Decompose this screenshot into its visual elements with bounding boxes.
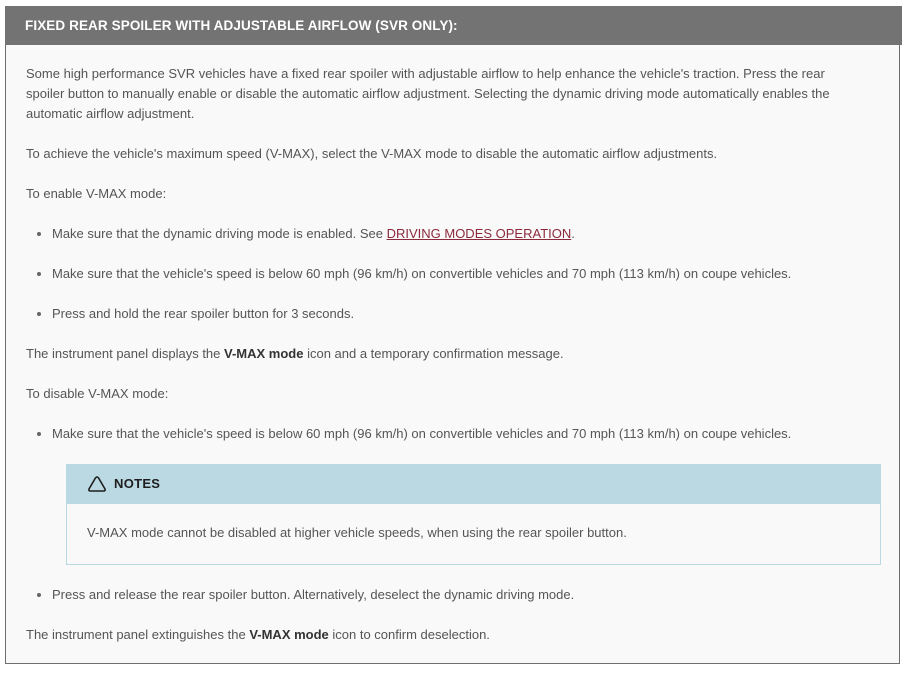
bullet-icon (37, 232, 41, 236)
enable-heading: To enable V-MAX mode: (26, 186, 167, 201)
vmax-intro-paragraph: To achieve the vehicle's maximum speed (V-MAX), select the V-MAX mode to disable the automatic airflow adjustments. (26, 146, 718, 161)
section-title: FIXED REAR SPOILER WITH ADJUSTABLE AIRFLOW (SVR ONLY): (5, 6, 902, 45)
step-text: Make sure that the vehicle's speed is below 60 mph (96 km/h) on convertible vehicles and 70 mph (113 km/h) on coupe vehicles. (52, 266, 792, 281)
notes-title: NOTES (114, 476, 161, 491)
step-text-end: . (571, 226, 575, 241)
result-text-end: icon to confirm deselection. (328, 627, 490, 642)
vmax-mode-label: V-MAX mode (249, 627, 329, 642)
result-text: The instrument panel displays the (26, 346, 224, 361)
bullet-icon (37, 312, 41, 316)
enable-step-1 (52, 224, 872, 244)
disable-result (26, 625, 866, 645)
result-text-end: icon and a temporary confirmation message. (303, 346, 564, 361)
bullet-icon (37, 272, 41, 276)
intro-paragraph: Some high performance SVR vehicles have a fixed rear spoiler with adjustable airflow to help enhance the vehicle's traction. Press the rear spoiler button to manually enable or disable the automatic airflow adjustment. Selecting the dynamic driving mode automatically enables the automatic airflow adjustment. (26, 66, 830, 121)
step-text: Make sure that the dynamic driving mode is enabled. See (52, 226, 387, 241)
disable-heading: To disable V-MAX mode: (26, 386, 169, 401)
warning-triangle-icon (87, 475, 107, 493)
bullet-icon (37, 593, 41, 597)
step-text: Press and hold the rear spoiler button for 3 seconds. (52, 306, 355, 321)
bullet-icon (37, 432, 41, 436)
notes-text: V-MAX mode cannot be disabled at higher vehicle speeds, when using the rear spoiler button. (87, 525, 627, 540)
disable-step-1 (52, 424, 872, 444)
step-text: Press and release the rear spoiler button. Alternatively, deselect the dynamic driving mode. (52, 587, 575, 602)
step-text: Make sure that the vehicle's speed is below 60 mph (96 km/h) on convertible vehicles and 70 mph (113 km/h) on coupe vehicles. (52, 426, 792, 441)
enable-result (26, 344, 866, 364)
vmax-mode-label: V-MAX mode (224, 346, 304, 361)
notes-box (66, 464, 881, 565)
driving-modes-operation-link[interactable]: DRIVING MODES OPERATION (386, 226, 572, 241)
disable-step-2 (52, 585, 872, 605)
enable-step-3 (52, 304, 872, 324)
content-panel (5, 6, 900, 664)
enable-step-2 (52, 264, 872, 284)
notes-header (66, 464, 881, 504)
result-text: The instrument panel extinguishes the (26, 627, 250, 642)
